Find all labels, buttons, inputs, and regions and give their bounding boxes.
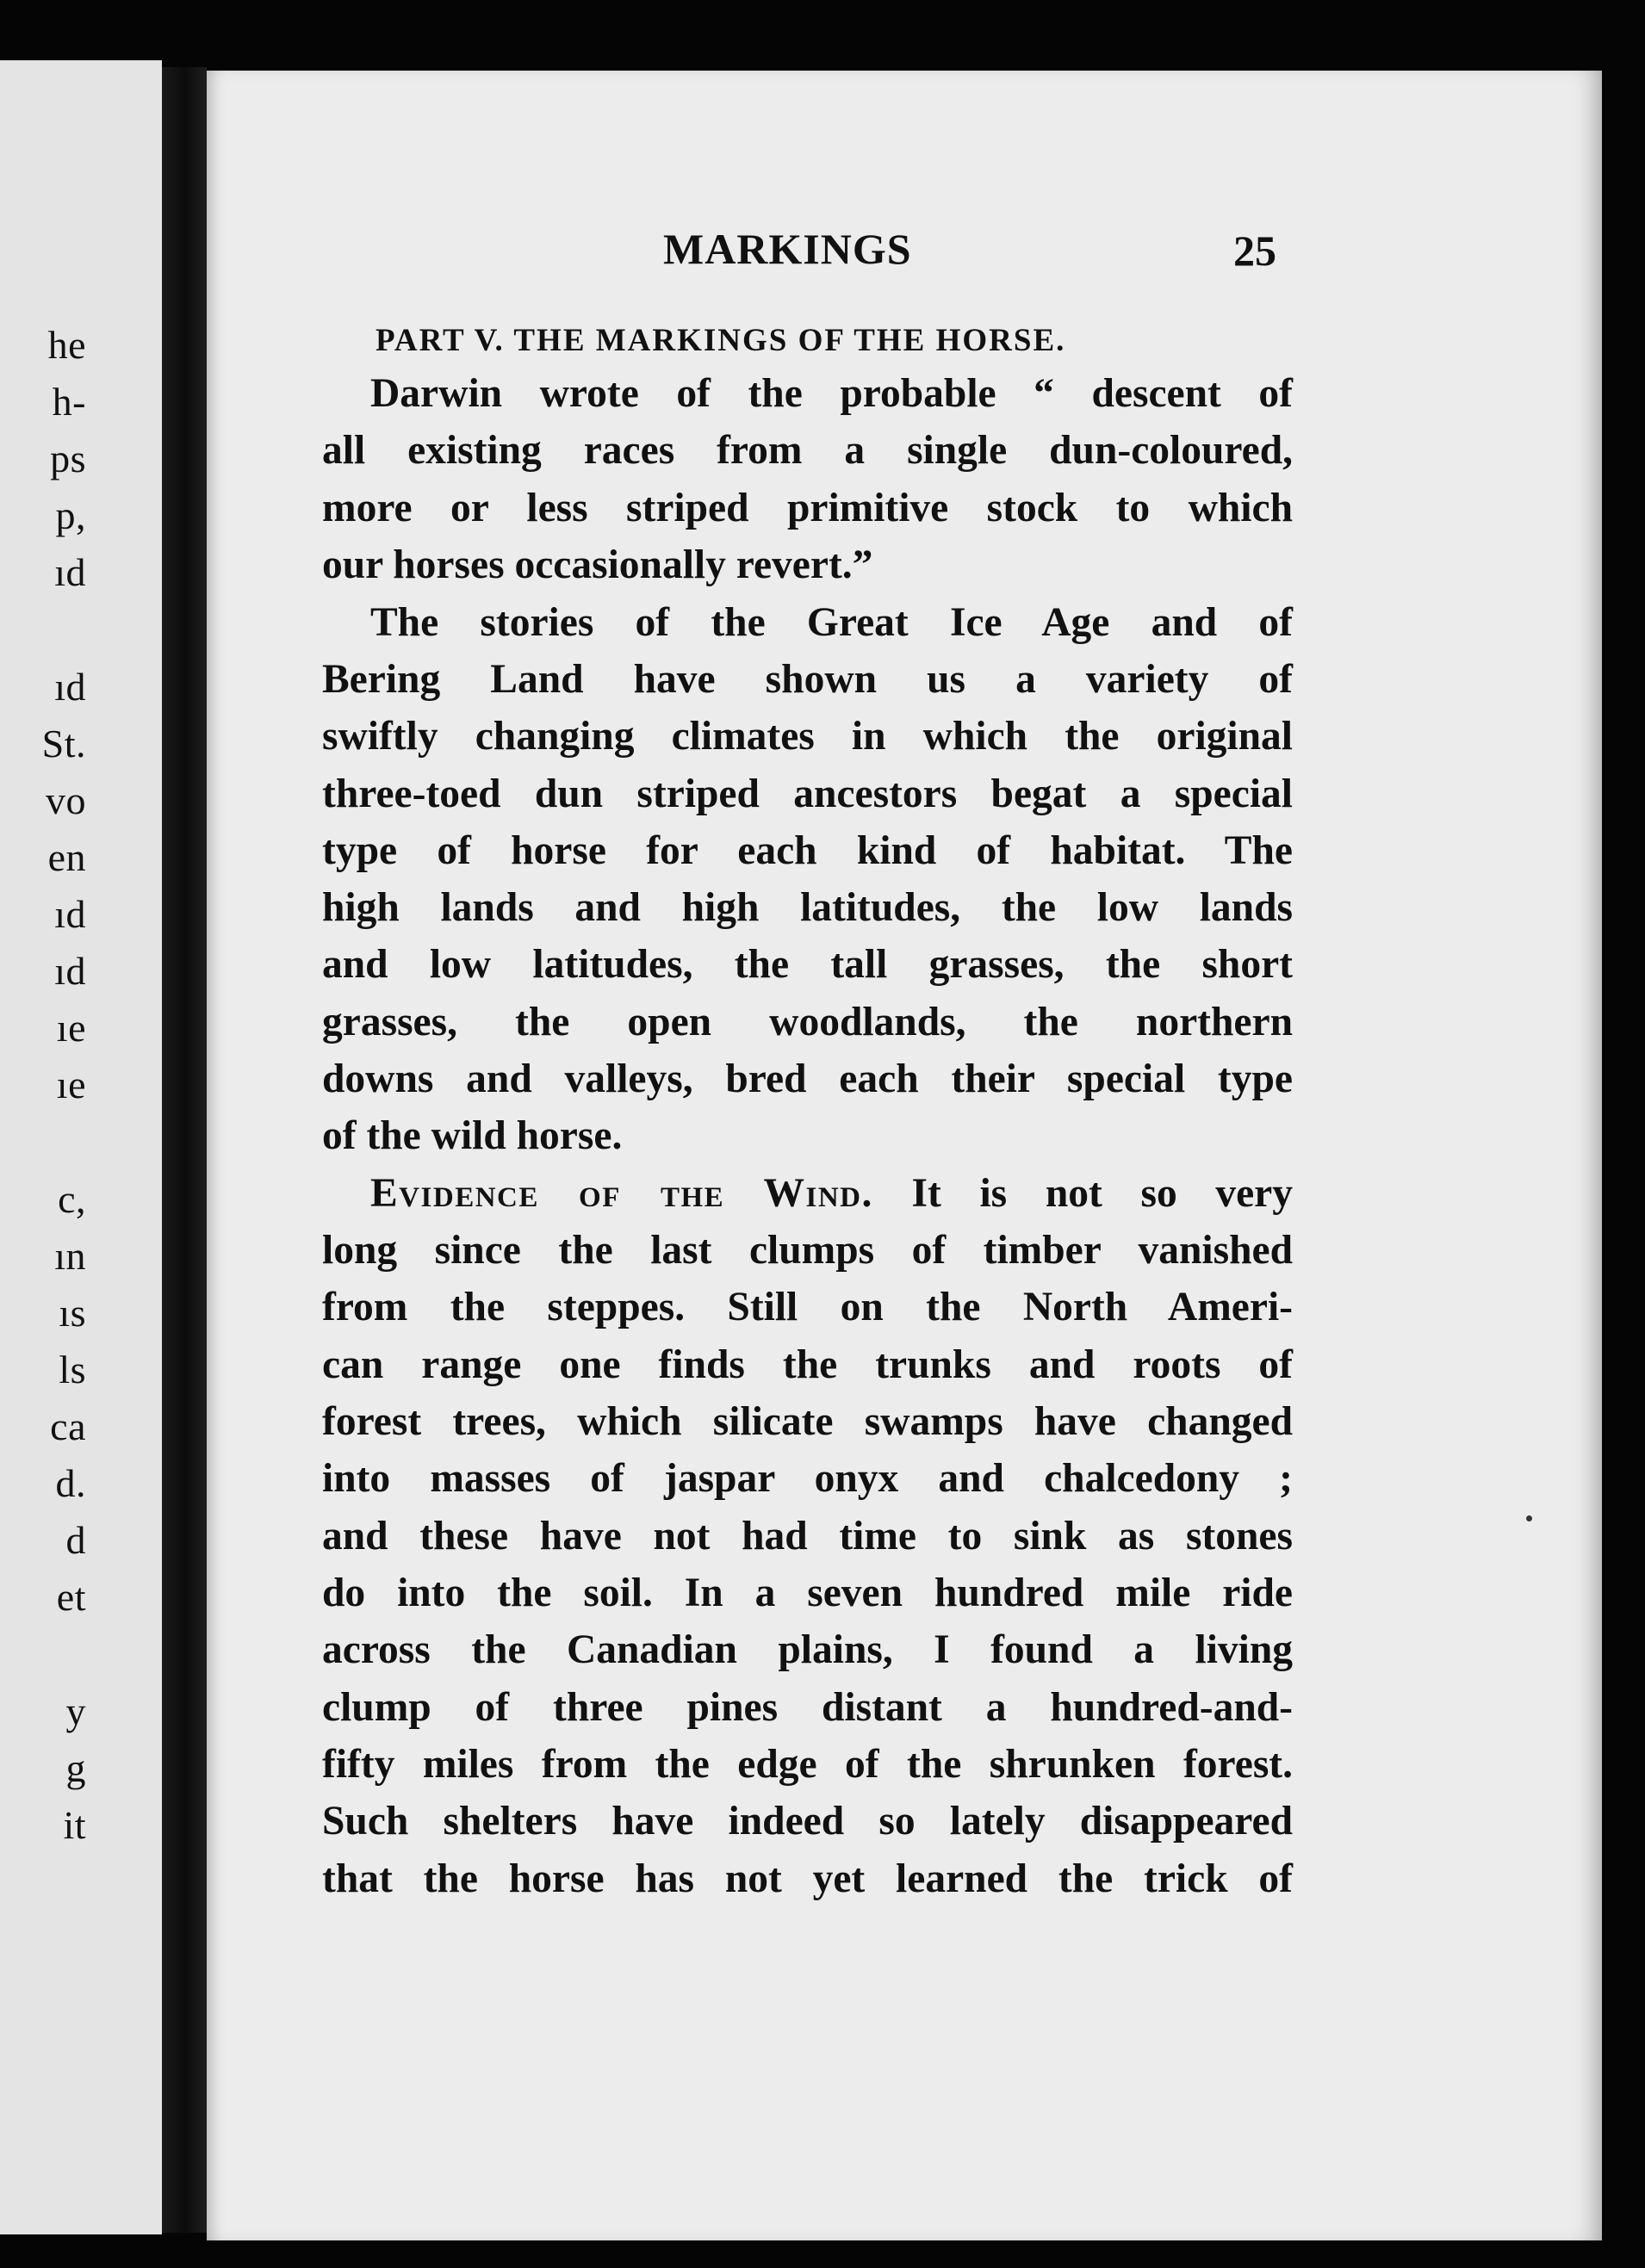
text-line: Darwin wrote of the probable “ descent of: [370, 371, 1293, 416]
facing-page-fragment: p,: [55, 493, 86, 537]
text-line: grasses, the open woodlands, the northern: [322, 1000, 1293, 1044]
facing-page-fragment: y: [65, 1689, 86, 1733]
text-line: into masses of jaspar onyx and chalcedony ;: [322, 1456, 1293, 1501]
section-heading: PART V. THE MARKINGS OF THE HORSE.: [376, 323, 1066, 358]
book-page: [207, 71, 1602, 2240]
text-line: across the Canadian plains, I found a living: [322, 1627, 1293, 1672]
facing-page-fragment: ıe: [56, 1006, 86, 1050]
text-line: [370, 1170, 1293, 1217]
text-line: from the steppes. Still on the North Ameri-: [322, 1285, 1293, 1329]
facing-page-fragment: et: [56, 1575, 86, 1619]
facing-page: [0, 60, 162, 2234]
facing-page-fragment: vo: [46, 778, 86, 822]
text-line: fifty miles from the edge of the shrunken forest.: [322, 1742, 1293, 1787]
text-line: that the horse has not yet learned the trick of: [322, 1856, 1293, 1901]
text-line: three-toed dun striped ancestors begat a special: [322, 771, 1293, 816]
facing-page-fragment: ıd: [54, 550, 86, 594]
facing-page-fragment: he: [47, 323, 86, 367]
running-head: MARKINGS: [663, 225, 912, 273]
scan-speck: [1526, 1515, 1532, 1521]
text-line: Bering Land have shown us a variety of: [322, 657, 1293, 702]
facing-page-fragment: ıd: [54, 665, 86, 709]
facing-page-fragment: ıs: [59, 1291, 86, 1335]
facing-page-fragment: ıd: [54, 892, 86, 936]
text-line: type of horse for each kind of habitat. The: [322, 828, 1293, 873]
text-line: do into the soil. In a seven hundred mile ride: [322, 1571, 1293, 1615]
text-line: long since the last clumps of timber vanished: [322, 1228, 1293, 1273]
text-line: downs and valleys, bred each their special type: [322, 1057, 1293, 1101]
facing-page-fragment: d: [65, 1518, 86, 1562]
text-line: of the wild horse.: [322, 1113, 623, 1158]
text-line: Such shelters have indeed so lately disappeared: [322, 1799, 1293, 1844]
facing-page-fragment: g: [65, 1746, 86, 1790]
text-line: our horses occasionally revert.”: [322, 542, 873, 587]
book-gutter: [162, 67, 207, 2233]
facing-page-fragment: ıd: [54, 949, 86, 993]
facing-page-fragment: ps: [50, 437, 86, 480]
facing-page-fragment: St.: [41, 722, 86, 765]
text-line: all existing races from a single dun-coloured,: [322, 428, 1293, 473]
text-line-continuation: It is not so very: [911, 1171, 1294, 1216]
page-number: 25: [1233, 226, 1276, 275]
facing-page-fragment: ls: [59, 1348, 86, 1391]
text-line: more or less striped primitive stock to which: [322, 486, 1293, 530]
text-line: can range one finds the trunks and roots of: [322, 1342, 1293, 1387]
facing-page-fragment: h-: [52, 380, 86, 424]
text-line: The stories of the Great Ice Age and of: [370, 600, 1293, 645]
text-line: swiftly changing climates in which the original: [322, 714, 1293, 759]
facing-page-fragment: ın: [54, 1234, 86, 1278]
facing-page-fragment: it: [63, 1803, 86, 1847]
facing-page-fragment: ca: [50, 1404, 86, 1448]
facing-page-fragment: c,: [58, 1177, 86, 1221]
facing-page-fragment: ıe: [56, 1063, 86, 1106]
text-line: forest trees, which silicate swamps have changed: [322, 1399, 1293, 1444]
text-line: and these have not had time to sink as stones: [322, 1514, 1293, 1558]
text-line: clump of three pines distant a hundred-and-: [322, 1685, 1293, 1730]
text-line: high lands and high latitudes, the low lands: [322, 885, 1293, 930]
side-heading: Evidence of the Wind.: [370, 1171, 873, 1216]
facing-page-fragment: d.: [55, 1461, 86, 1505]
text-line: and low latitudes, the tall grasses, the short: [322, 942, 1293, 987]
facing-page-fragment: en: [47, 835, 86, 879]
